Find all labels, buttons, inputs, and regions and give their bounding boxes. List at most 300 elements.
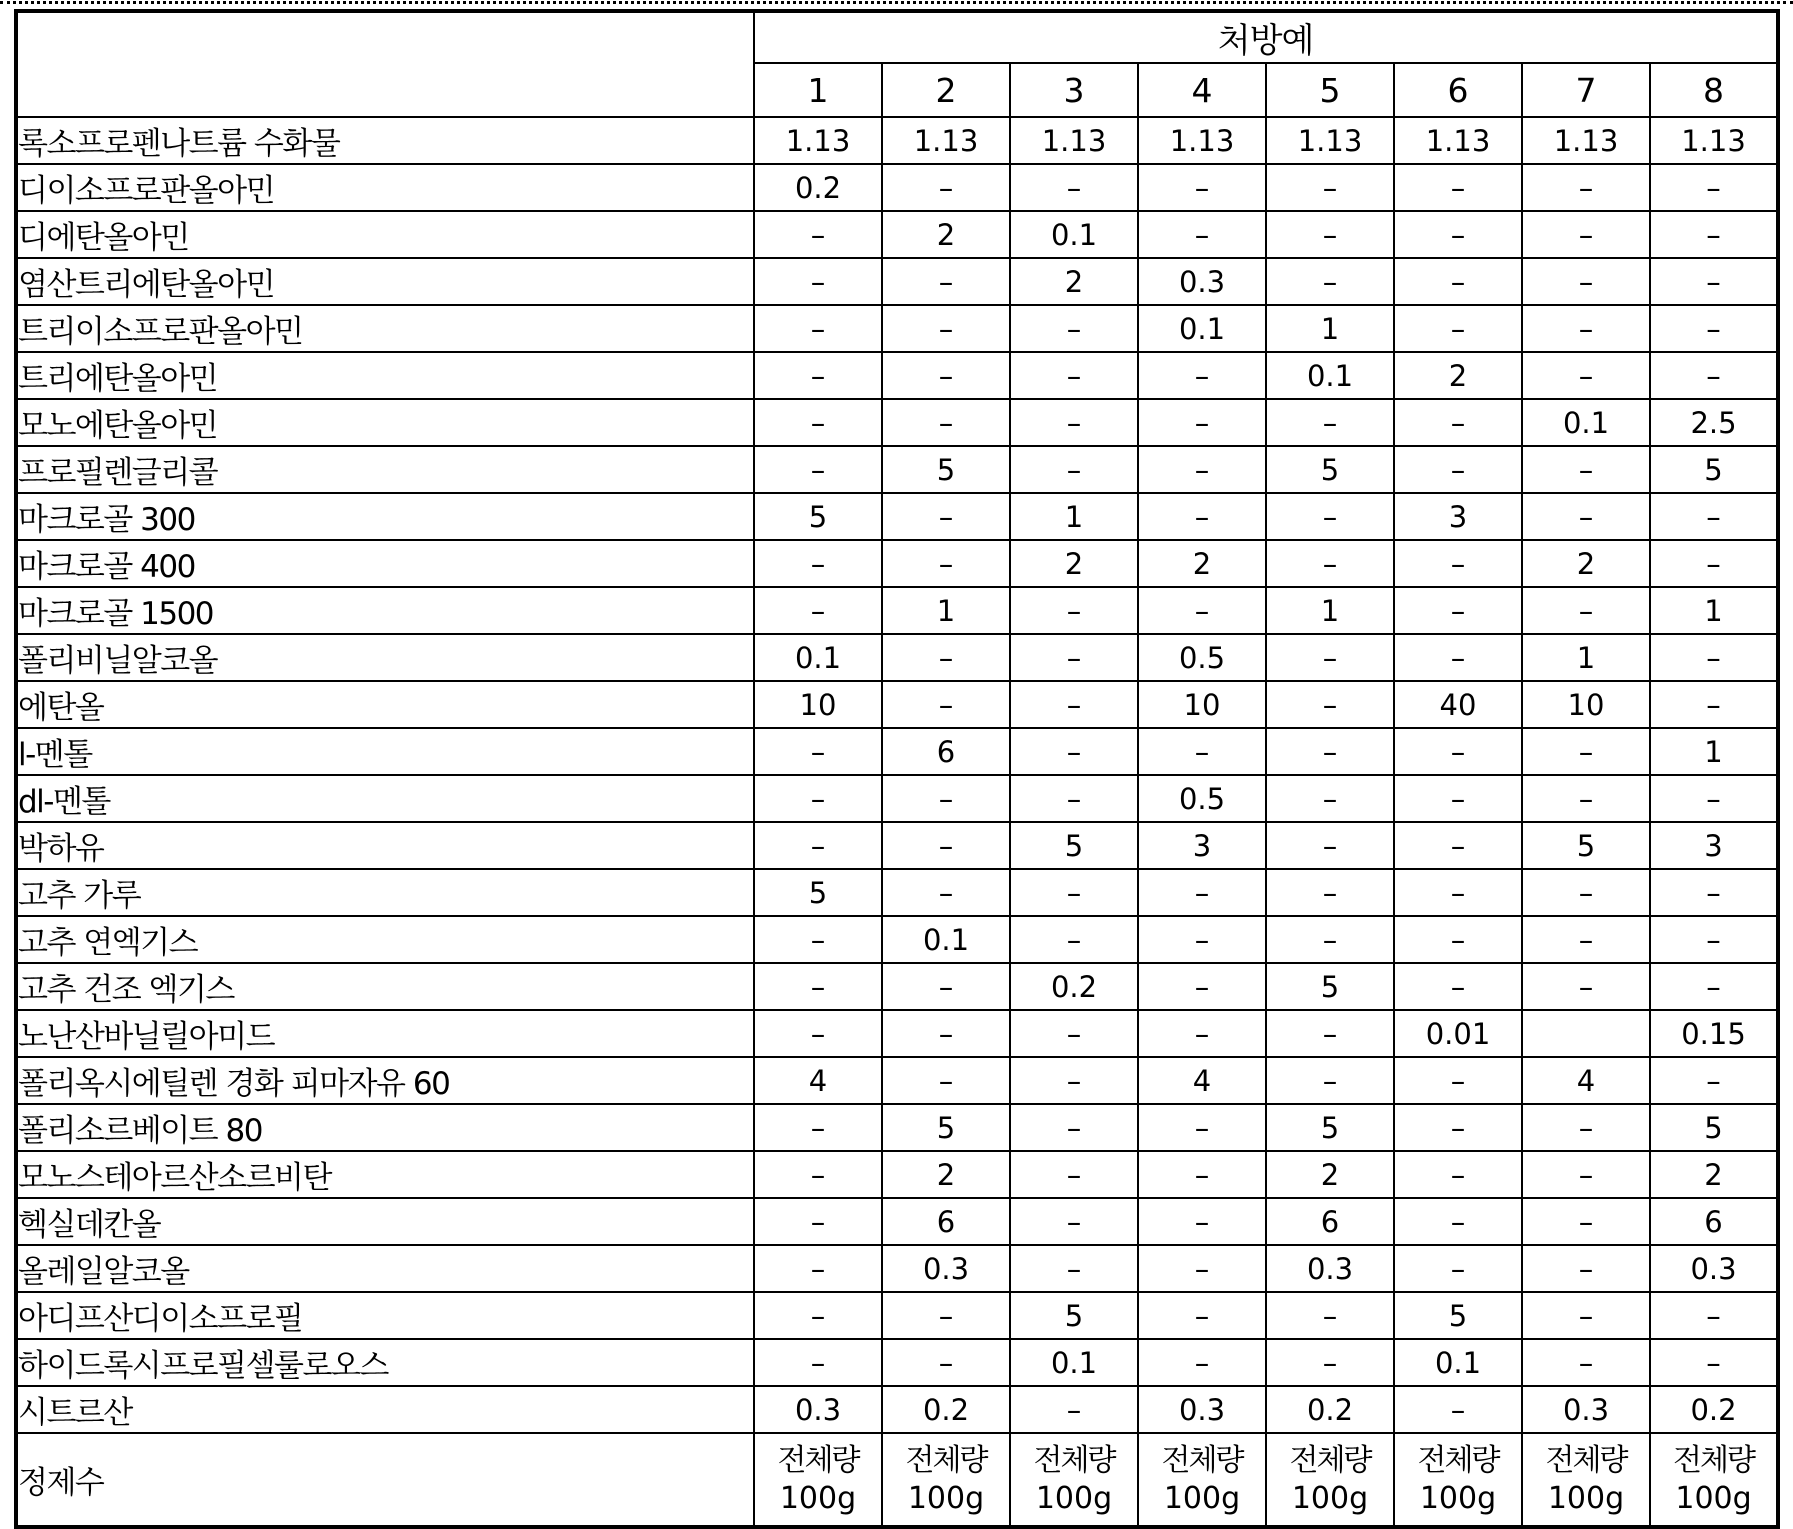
value-cell: – — [1010, 1151, 1138, 1198]
value-cell: 0.15 — [1650, 1010, 1778, 1057]
value-cell: 0.2 — [1266, 1386, 1394, 1433]
column-header: 4 — [1138, 63, 1266, 117]
value-cell: 0.01 — [1394, 1010, 1522, 1057]
value-cell — [1522, 1010, 1650, 1057]
value-cell: 0.1 — [1010, 211, 1138, 258]
value-cell: – — [1650, 1339, 1778, 1386]
value-cell: – — [754, 963, 882, 1010]
value-cell: – — [1010, 869, 1138, 916]
ingredient-label: 고추 가루 — [16, 869, 754, 916]
scan-artifact-line — [0, 1, 1793, 4]
value-cell: – — [1522, 1104, 1650, 1151]
value-cell: – — [1266, 822, 1394, 869]
ingredient-row — [16, 164, 1778, 211]
value-cell: – — [1522, 352, 1650, 399]
value-cell: 2 — [1394, 352, 1522, 399]
water-value-line1: 전체량 — [1417, 1443, 1499, 1478]
value-cell: – — [1522, 1151, 1650, 1198]
value-cell: – — [1650, 258, 1778, 305]
value-cell: – — [1010, 446, 1138, 493]
corner-cell — [16, 11, 754, 117]
value-cell: 5 — [1266, 963, 1394, 1010]
ingredient-label: 폴리비닐알코올 — [16, 634, 754, 681]
column-header: 6 — [1394, 63, 1522, 117]
value-cell: 6 — [1266, 1198, 1394, 1245]
value-cell: 2 — [1522, 540, 1650, 587]
value-cell: 2 — [1010, 540, 1138, 587]
ingredient-label: 모노에탄올아민 — [16, 399, 754, 446]
value-cell: – — [1394, 963, 1522, 1010]
value-cell: 10 — [1138, 681, 1266, 728]
value-cell: – — [882, 963, 1010, 1010]
value-cell: 4 — [1138, 1057, 1266, 1104]
value-cell: – — [1650, 1292, 1778, 1339]
ingredient-row — [16, 399, 1778, 446]
value-cell: – — [1266, 493, 1394, 540]
value-cell: 0.3 — [1138, 1386, 1266, 1433]
value-cell: – — [1394, 305, 1522, 352]
value-cell: 0.3 — [1650, 1245, 1778, 1292]
column-header: 5 — [1266, 63, 1394, 117]
table-body — [16, 117, 1778, 1527]
ingredient-row — [16, 540, 1778, 587]
value-cell: – — [1650, 1057, 1778, 1104]
value-cell: – — [1522, 493, 1650, 540]
value-cell: – — [1394, 634, 1522, 681]
value-cell: – — [1010, 164, 1138, 211]
ingredient-row — [16, 1386, 1778, 1433]
value-cell: – — [1650, 164, 1778, 211]
value-cell: – — [1010, 352, 1138, 399]
value-cell: – — [754, 775, 882, 822]
ingredient-label: 시트르산 — [16, 1386, 754, 1433]
value-cell: – — [882, 164, 1010, 211]
value-cell: 5 — [1010, 822, 1138, 869]
value-cell: 5 — [754, 493, 882, 540]
column-header: 8 — [1650, 63, 1778, 117]
ingredient-label: 고추 연엑기스 — [16, 916, 754, 963]
value-cell: – — [1522, 1198, 1650, 1245]
value-cell: – — [1650, 211, 1778, 258]
value-cell: – — [882, 352, 1010, 399]
value-cell: 0.2 — [754, 164, 882, 211]
value-cell: – — [1266, 164, 1394, 211]
value-cell: – — [1522, 258, 1650, 305]
value-cell: 0.2 — [1010, 963, 1138, 1010]
water-value-line2: 100g — [1291, 1480, 1369, 1516]
ingredient-label: 마크로골 1500 — [16, 587, 754, 634]
ingredient-row — [16, 963, 1778, 1010]
value-cell: 2 — [882, 1151, 1010, 1198]
value-cell: – — [882, 1339, 1010, 1386]
value-cell: – — [1138, 916, 1266, 963]
ingredient-label: 마크로골 400 — [16, 540, 754, 587]
value-cell: – — [1138, 164, 1266, 211]
value-cell: 6 — [882, 728, 1010, 775]
value-cell: 0.2 — [1650, 1386, 1778, 1433]
value-cell: – — [1266, 916, 1394, 963]
ingredient-row — [16, 916, 1778, 963]
value-cell: – — [1010, 634, 1138, 681]
water-value-line2: 100g — [1163, 1480, 1241, 1516]
value-cell: – — [1138, 493, 1266, 540]
ingredient-label: 아디프산디이소프로필 — [16, 1292, 754, 1339]
value-cell: 0.5 — [1138, 634, 1266, 681]
value-cell: – — [1010, 1198, 1138, 1245]
value-cell: – — [1394, 1245, 1522, 1292]
value-cell: – — [882, 305, 1010, 352]
value-cell: – — [1522, 963, 1650, 1010]
value-cell: 6 — [1650, 1198, 1778, 1245]
water-value-line1: 전체량 — [905, 1443, 987, 1478]
value-cell: 3 — [1650, 822, 1778, 869]
value-cell: – — [1138, 1339, 1266, 1386]
value-cell: 0.3 — [1522, 1386, 1650, 1433]
value-cell: – — [754, 352, 882, 399]
ingredient-row — [16, 1057, 1778, 1104]
value-cell: – — [1010, 1386, 1138, 1433]
value-cell: 0.1 — [1266, 352, 1394, 399]
value-cell: – — [1650, 634, 1778, 681]
value-cell: – — [1266, 775, 1394, 822]
value-cell: – — [1266, 1292, 1394, 1339]
value-cell: 1.13 — [1266, 117, 1394, 164]
value-cell: – — [1522, 305, 1650, 352]
ingredient-label: 하이드록시프로필셀룰로오스 — [16, 1339, 754, 1386]
value-cell: – — [1010, 305, 1138, 352]
value-cell: – — [1010, 1057, 1138, 1104]
water-value-line1: 전체량 — [1673, 1443, 1754, 1478]
group-header-cell: 처방예 — [754, 11, 1778, 63]
value-cell: – — [1522, 587, 1650, 634]
ingredient-label: 박하유 — [16, 822, 754, 869]
value-cell: – — [754, 211, 882, 258]
water-value-cell — [1266, 1433, 1394, 1527]
ingredient-label: 고추 건조 엑기스 — [16, 963, 754, 1010]
value-cell: – — [1138, 211, 1266, 258]
ingredient-label: l-멘톨 — [16, 728, 754, 775]
ingredient-row — [16, 869, 1778, 916]
value-cell: – — [1394, 916, 1522, 963]
value-cell: 5 — [1650, 1104, 1778, 1151]
value-cell: – — [882, 634, 1010, 681]
value-cell: – — [1266, 681, 1394, 728]
value-cell: – — [754, 728, 882, 775]
ingredient-row — [16, 775, 1778, 822]
value-cell: – — [1010, 681, 1138, 728]
value-cell: – — [1650, 352, 1778, 399]
ingredient-label: 염산트리에탄올아민 — [16, 258, 754, 305]
value-cell: – — [1138, 1151, 1266, 1198]
value-cell: – — [754, 540, 882, 587]
water-value-cell — [1010, 1433, 1138, 1527]
table-header — [16, 11, 1778, 117]
value-cell: – — [1522, 728, 1650, 775]
ingredient-label: 헥실데칸올 — [16, 1198, 754, 1245]
ingredient-row — [16, 117, 1778, 164]
value-cell: – — [754, 1104, 882, 1151]
value-cell: – — [1010, 399, 1138, 446]
column-header: 7 — [1522, 63, 1650, 117]
column-header: 1 — [754, 63, 882, 117]
water-value-cell — [1650, 1433, 1778, 1527]
value-cell: 0.1 — [1138, 305, 1266, 352]
value-cell: 0.1 — [1010, 1339, 1138, 1386]
ingredient-row — [16, 587, 1778, 634]
ingredient-row — [16, 681, 1778, 728]
ingredient-row — [16, 258, 1778, 305]
value-cell: – — [882, 258, 1010, 305]
value-cell: – — [754, 916, 882, 963]
ingredient-label: dl-멘톨 — [16, 775, 754, 822]
value-cell: 0.1 — [1394, 1339, 1522, 1386]
value-cell: – — [754, 1010, 882, 1057]
water-label: 정제수 — [16, 1433, 754, 1527]
value-cell: 3 — [1138, 822, 1266, 869]
value-cell: – — [1522, 1339, 1650, 1386]
value-cell: 0.3 — [1266, 1245, 1394, 1292]
value-cell: – — [1266, 399, 1394, 446]
value-cell: 1 — [882, 587, 1010, 634]
water-value-line1: 전체량 — [1161, 1443, 1243, 1478]
value-cell: 5 — [882, 446, 1010, 493]
value-cell: – — [1394, 399, 1522, 446]
value-cell: – — [1138, 587, 1266, 634]
ingredient-row — [16, 1245, 1778, 1292]
ingredient-label: 올레일알코올 — [16, 1245, 754, 1292]
value-cell: 1 — [1522, 634, 1650, 681]
value-cell: – — [882, 1057, 1010, 1104]
value-cell: 0.3 — [1138, 258, 1266, 305]
value-cell: – — [1138, 446, 1266, 493]
value-cell: – — [1522, 916, 1650, 963]
value-cell: – — [1650, 869, 1778, 916]
value-cell: – — [1522, 1245, 1650, 1292]
ingredient-label: 폴리옥시에틸렌 경화 피마자유 60 — [16, 1057, 754, 1104]
ingredient-row — [16, 822, 1778, 869]
value-cell: – — [1650, 775, 1778, 822]
value-cell: – — [1394, 164, 1522, 211]
ingredient-label: 마크로골 300 — [16, 493, 754, 540]
value-cell: 0.5 — [1138, 775, 1266, 822]
value-cell: – — [1394, 1198, 1522, 1245]
value-cell: – — [1266, 211, 1394, 258]
water-value-line2: 100g — [907, 1480, 985, 1516]
value-cell: – — [1522, 446, 1650, 493]
value-cell: – — [754, 1198, 882, 1245]
value-cell: – — [1010, 775, 1138, 822]
water-value-line2: 100g — [1675, 1480, 1752, 1516]
ingredient-label: 트리에탄올아민 — [16, 352, 754, 399]
ingredient-label: 디이소프로판올아민 — [16, 164, 754, 211]
ingredient-label: 에탄올 — [16, 681, 754, 728]
value-cell: 1.13 — [1650, 117, 1778, 164]
value-cell: – — [1266, 258, 1394, 305]
value-cell: 5 — [1394, 1292, 1522, 1339]
value-cell: – — [1138, 1245, 1266, 1292]
value-cell: – — [1138, 869, 1266, 916]
value-cell: 5 — [1266, 1104, 1394, 1151]
water-value-line1: 전체량 — [777, 1443, 859, 1478]
value-cell: – — [882, 1292, 1010, 1339]
value-cell: – — [1266, 1057, 1394, 1104]
water-value-cell — [882, 1433, 1010, 1527]
value-cell: 1 — [1266, 587, 1394, 634]
value-cell: – — [882, 493, 1010, 540]
ingredient-row — [16, 1010, 1778, 1057]
value-cell: – — [1266, 540, 1394, 587]
value-cell: – — [1010, 587, 1138, 634]
ingredient-row — [16, 634, 1778, 681]
value-cell: – — [1394, 728, 1522, 775]
water-value-line2: 100g — [779, 1480, 857, 1516]
value-cell: – — [754, 587, 882, 634]
water-value-line2: 100g — [1419, 1480, 1497, 1516]
value-cell: – — [1522, 211, 1650, 258]
value-cell: – — [1010, 728, 1138, 775]
value-cell: 2 — [1010, 258, 1138, 305]
value-cell: 0.3 — [754, 1386, 882, 1433]
value-cell: – — [754, 446, 882, 493]
value-cell: – — [1394, 1386, 1522, 1433]
value-cell: – — [1650, 540, 1778, 587]
value-cell: – — [754, 258, 882, 305]
value-cell: 1 — [1266, 305, 1394, 352]
value-cell: 2 — [1138, 540, 1266, 587]
ingredient-row — [16, 1292, 1778, 1339]
value-cell: – — [882, 1010, 1010, 1057]
ingredient-row — [16, 446, 1778, 493]
value-cell: 6 — [882, 1198, 1010, 1245]
value-cell: 0.2 — [882, 1386, 1010, 1433]
water-value-line2: 100g — [1547, 1480, 1625, 1516]
value-cell: – — [1650, 493, 1778, 540]
group-header-row — [16, 11, 1778, 63]
value-cell: – — [1522, 1292, 1650, 1339]
value-cell: 0.1 — [882, 916, 1010, 963]
value-cell: 5 — [1522, 822, 1650, 869]
value-cell: – — [1010, 1104, 1138, 1151]
value-cell: 4 — [1522, 1057, 1650, 1104]
value-cell: – — [1138, 352, 1266, 399]
value-cell: 5 — [1010, 1292, 1138, 1339]
value-cell: – — [1650, 305, 1778, 352]
value-cell: – — [1266, 728, 1394, 775]
value-cell: 2 — [882, 211, 1010, 258]
value-cell: – — [1138, 1198, 1266, 1245]
ingredient-label: 디에탄올아민 — [16, 211, 754, 258]
water-value-cell — [754, 1433, 882, 1527]
water-value-cell — [1522, 1433, 1650, 1527]
value-cell: – — [882, 775, 1010, 822]
value-cell: – — [754, 822, 882, 869]
value-cell: 2.5 — [1650, 399, 1778, 446]
ingredient-row — [16, 1151, 1778, 1198]
ingredient-row — [16, 728, 1778, 775]
ingredient-row — [16, 1339, 1778, 1386]
ingredient-row — [16, 305, 1778, 352]
value-cell: – — [1394, 540, 1522, 587]
value-cell: – — [1394, 587, 1522, 634]
ingredient-label: 폴리소르베이트 80 — [16, 1104, 754, 1151]
value-cell: 0.3 — [882, 1245, 1010, 1292]
value-cell: 5 — [1266, 446, 1394, 493]
value-cell: 10 — [754, 681, 882, 728]
ingredient-label: 노난산바닐릴아미드 — [16, 1010, 754, 1057]
water-value-line2: 100g — [1035, 1480, 1113, 1516]
value-cell: – — [1394, 1057, 1522, 1104]
ingredient-label: 록소프로펜나트륨 수화물 — [16, 117, 754, 164]
value-cell: – — [1138, 1010, 1266, 1057]
ingredient-row — [16, 493, 1778, 540]
water-value-line1: 전체량 — [1289, 1443, 1371, 1478]
value-cell: – — [882, 399, 1010, 446]
value-cell: – — [1138, 963, 1266, 1010]
column-header: 2 — [882, 63, 1010, 117]
value-cell: 2 — [1266, 1151, 1394, 1198]
value-cell: 0.1 — [754, 634, 882, 681]
value-cell: – — [1394, 446, 1522, 493]
value-cell: – — [1266, 1010, 1394, 1057]
value-cell: – — [1138, 1104, 1266, 1151]
value-cell: 4 — [754, 1057, 882, 1104]
value-cell: – — [754, 1339, 882, 1386]
value-cell: – — [1266, 869, 1394, 916]
value-cell: 1.13 — [1394, 117, 1522, 164]
ingredient-row — [16, 1104, 1778, 1151]
value-cell: 5 — [882, 1104, 1010, 1151]
water-value-line1: 전체량 — [1033, 1443, 1115, 1478]
value-cell: 10 — [1522, 681, 1650, 728]
value-cell: – — [1266, 634, 1394, 681]
value-cell: – — [1522, 775, 1650, 822]
value-cell: 1.13 — [1138, 117, 1266, 164]
water-row — [16, 1433, 1778, 1527]
value-cell: 1 — [1010, 493, 1138, 540]
ingredient-row — [16, 352, 1778, 399]
value-cell: – — [754, 399, 882, 446]
value-cell: – — [1394, 822, 1522, 869]
value-cell: – — [1010, 1010, 1138, 1057]
value-cell: – — [1266, 1339, 1394, 1386]
value-cell: 1 — [1650, 728, 1778, 775]
value-cell: – — [1650, 963, 1778, 1010]
value-cell: – — [1394, 1104, 1522, 1151]
value-cell: – — [882, 822, 1010, 869]
value-cell: 40 — [1394, 681, 1522, 728]
value-cell: – — [1138, 728, 1266, 775]
value-cell: – — [754, 305, 882, 352]
value-cell: – — [1394, 869, 1522, 916]
value-cell: – — [1522, 164, 1650, 211]
value-cell: – — [1138, 399, 1266, 446]
value-cell: – — [1394, 775, 1522, 822]
value-cell: – — [1394, 1151, 1522, 1198]
column-header: 3 — [1010, 63, 1138, 117]
value-cell: 1.13 — [1010, 117, 1138, 164]
value-cell: 5 — [754, 869, 882, 916]
value-cell: – — [1394, 258, 1522, 305]
value-cell: – — [882, 869, 1010, 916]
water-value-cell — [1138, 1433, 1266, 1527]
value-cell: 0.1 — [1522, 399, 1650, 446]
value-cell: – — [882, 540, 1010, 587]
value-cell: – — [1650, 681, 1778, 728]
ingredient-label: 모노스테아르산소르비탄 — [16, 1151, 754, 1198]
value-cell: 1 — [1650, 587, 1778, 634]
value-cell: – — [754, 1292, 882, 1339]
value-cell: 2 — [1650, 1151, 1778, 1198]
